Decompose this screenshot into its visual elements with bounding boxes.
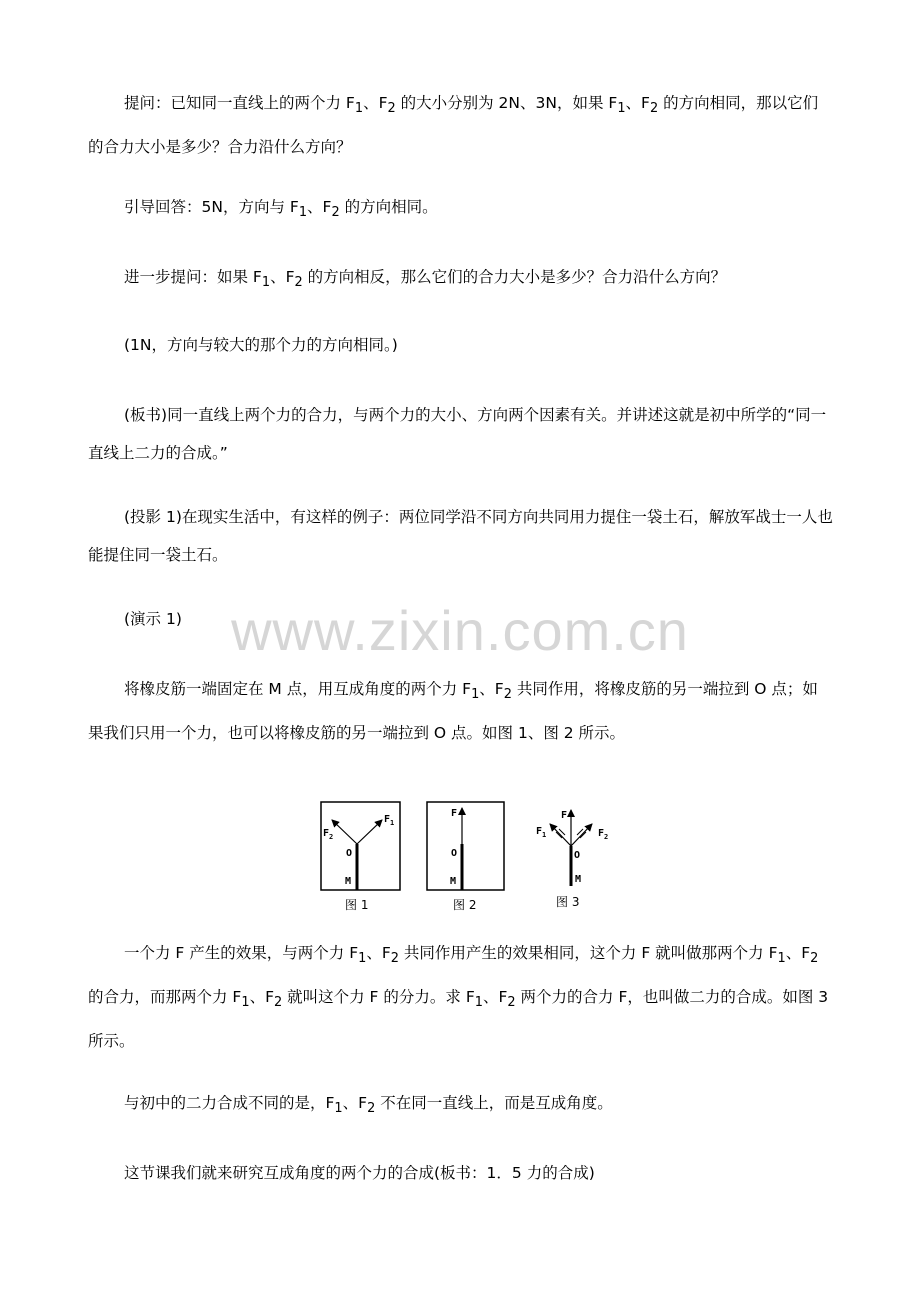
f1-arrow	[550, 824, 571, 846]
fig2-caption: 图 2	[453, 898, 477, 912]
fig3-f1-label: $F_1$	[536, 826, 547, 839]
paragraph-p9: 一个力 F 产生的效果，与两个力 $F_1$、$F_2$ 共同作用产生的效果相同，这个力 F 就叫做那两个力 $F_1$、$F_2$ 的合力，而那两个力 $F_1$、$F_2$ 就叫这个力 F 的分力。求 $F_1$、$F_2$ 两个力的合力 F，也叫做二力的合成。如图 3 所示。	[88, 944, 829, 1051]
paragraph-p2: 引导回答：5N，方向与 $F_1$、$F_2$ 的方向相同。	[124, 198, 438, 221]
fig3-f2-label: $F_2$	[598, 828, 609, 841]
figure-1	[321, 802, 400, 912]
fig1-o-label: O	[346, 848, 353, 859]
f2-arrow	[332, 820, 357, 844]
paragraph-p6: (投影 1)在现实生活中，有这样的例子：两位同学沿不同方向共同用力提住一袋土石，解放军战士一人也能提住同一袋土石。	[88, 508, 833, 564]
fig3-f-label: F	[561, 810, 568, 821]
paragraph-p8: 将橡皮筋一端固定在 M 点，用互成角度的两个力 $F_1$、$F_2$ 共同作用，将橡皮筋的另一端拉到 O 点；如果我们只用一个力，也可以将橡皮筋的另一端拉到 O 点。如图 1、图 2 所示。	[88, 680, 818, 743]
paragraph-p10: 与初中的二力合成不同的是，$F_1$、$F_2$ 不在同一直线上，而是互成角度。	[124, 1094, 613, 1117]
figure-3	[536, 810, 608, 909]
fig3-caption: 图 3	[556, 895, 580, 909]
fig1-caption: 图 1	[345, 898, 369, 912]
f2-arrow	[571, 824, 592, 846]
paragraph-p5: (板书)同一直线上两个力的合力，与两个力的大小、方向两个因素有关。并讲述这就是初中所学的“同一直线上二力的合成。”	[88, 406, 827, 462]
fig1-m-label: M	[345, 876, 352, 887]
fig1-f2-label: $F_2$	[323, 828, 334, 841]
figure-2	[427, 802, 504, 912]
paragraph-p11: 这节课我们就来研究互成角度的两个力的合成(板书：1．5 力的合成)	[124, 1164, 595, 1182]
paragraph-p1: 提问：已知同一直线上的两个力 $F_1$、$F_2$ 的大小分别为 2N、3N，如果 $F_1$、$F_2$ 的方向相同，那以它们的合力大小是多少？合力沿什么方向？	[88, 94, 819, 157]
fig1-f1-label: $F_1$	[384, 814, 395, 827]
fig2-o-label: O	[451, 848, 458, 859]
fig3-m-label: M	[575, 874, 582, 885]
fig3-o-label: O	[574, 850, 581, 861]
f1-arrow	[357, 820, 382, 844]
paragraph-p3: 进一步提问：如果 $F_1$、$F_2$ 的方向相反，那么它们的合力大小是多少？合力沿什么方向？	[124, 268, 727, 291]
watermark: www.zixin.com.cn	[231, 599, 689, 662]
force-diagrams	[310, 798, 630, 918]
paragraph-p7: (演示 1)	[124, 610, 182, 628]
paragraph-p4: (1N，方向与较大的那个力的方向相同。)	[124, 336, 398, 354]
fig2-f-label: F	[451, 808, 458, 819]
fig2-m-label: M	[450, 876, 457, 887]
